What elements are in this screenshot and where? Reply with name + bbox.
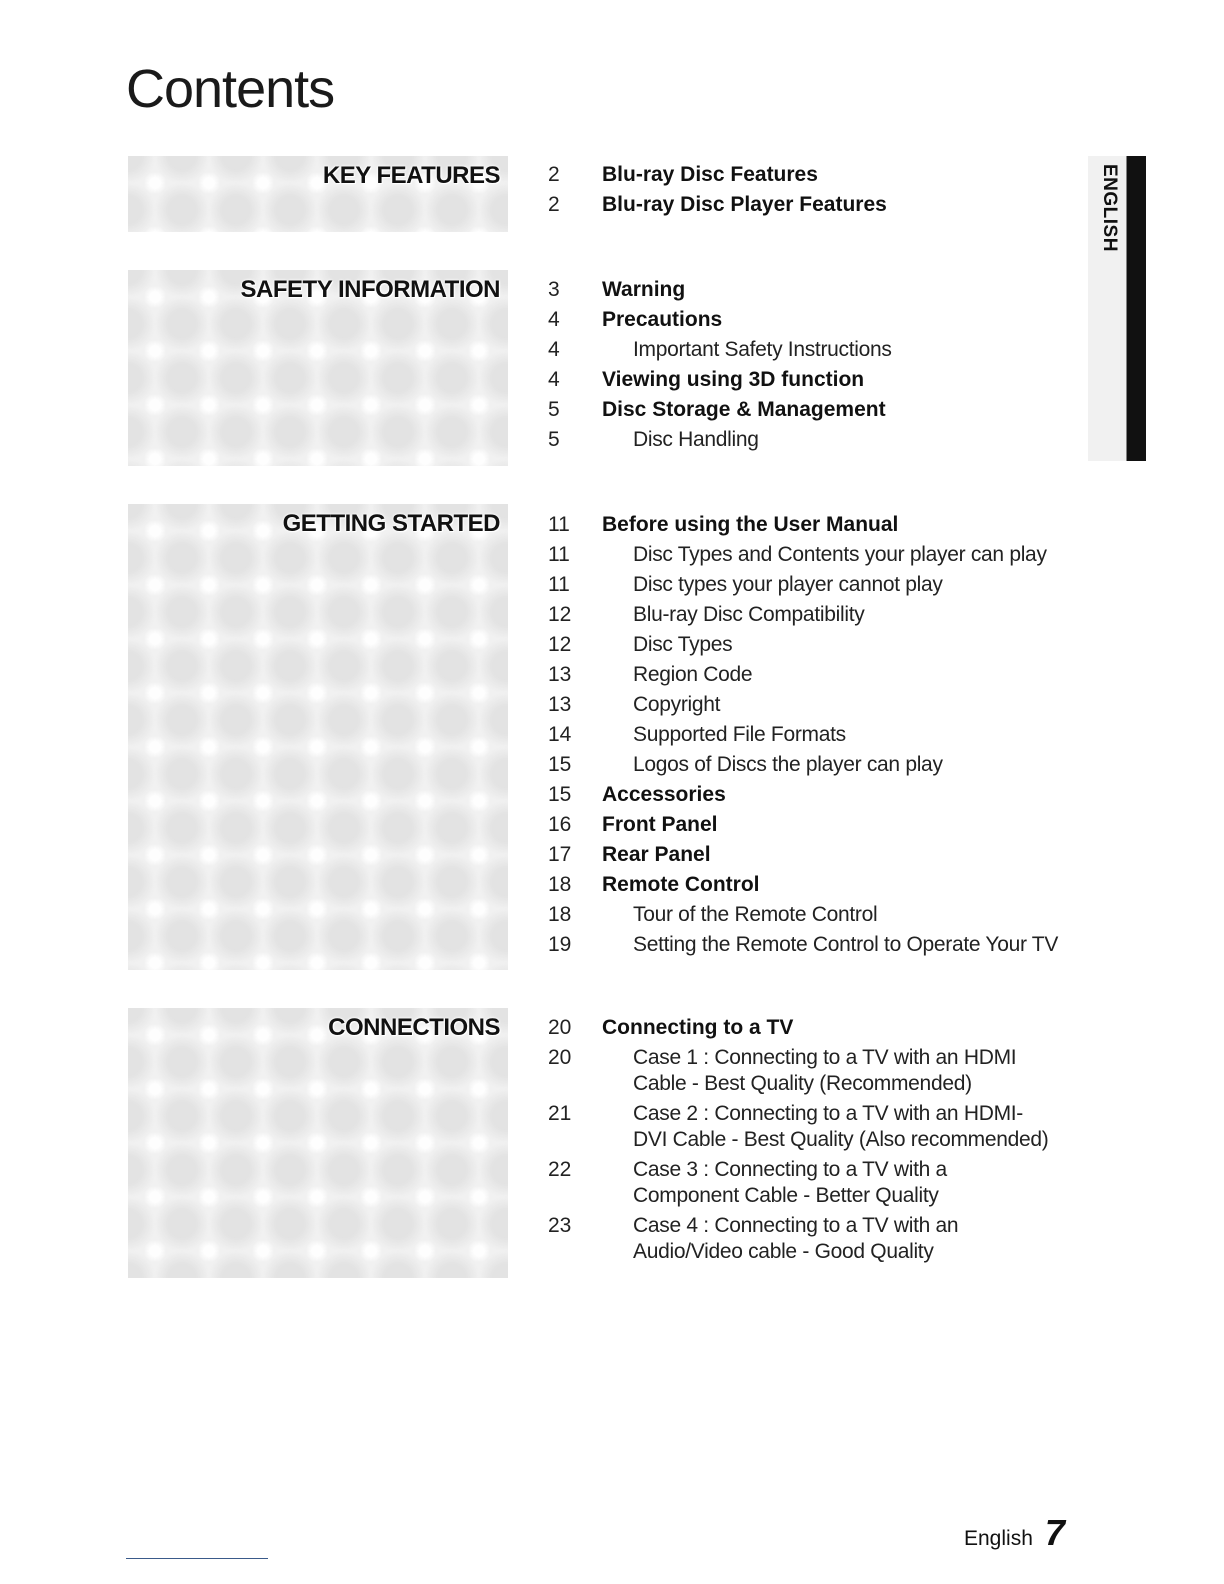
toc-entry[interactable] (0, 780, 726, 810)
toc-entry-title: Connecting to a TV (602, 1016, 794, 1039)
toc-entry-title: Accessories (602, 783, 726, 806)
toc-subentry-title: Case 1 : Connecting to a TV with an HDMI Cable - Best Quality (Recommended) (633, 1046, 1017, 1095)
page-title: Contents (126, 59, 335, 119)
toc-page-number: 14 (548, 723, 572, 746)
section-entries-getting-started (0, 510, 1059, 960)
section-entries-safety-information (0, 275, 892, 455)
section-heading: CONNECTIONS (328, 1014, 500, 1041)
toc-page-number: 13 (548, 693, 572, 716)
toc-subentry-title: Blu-ray Disc Compatibility (633, 603, 865, 626)
toc-subentry[interactable] (0, 1211, 959, 1267)
toc-page-number: 19 (548, 933, 572, 956)
section-entries-key-features (0, 160, 887, 220)
toc-page-number: 12 (548, 633, 572, 656)
toc-page-number: 2 (548, 163, 560, 186)
toc-subentry[interactable] (0, 900, 878, 930)
toc-page-number: 11 (548, 513, 570, 536)
toc-page-number: 11 (548, 573, 570, 596)
toc-page-number: 17 (548, 843, 572, 866)
toc-page-number: 22 (548, 1158, 572, 1181)
section-heading: KEY FEATURES (322, 162, 500, 189)
toc-subentry-title: Case 2 : Connecting to a TV with an HDMI-DVI Cable - Best Quality (Also recommended) (633, 1102, 1049, 1151)
toc-entry[interactable] (0, 395, 886, 425)
section-entries-connections (0, 1013, 1049, 1267)
toc-page-number: 2 (548, 193, 560, 216)
toc-entry[interactable] (0, 870, 760, 900)
toc-subentry-title: Important Safety Instructions (633, 338, 892, 361)
toc-page-number: 16 (548, 813, 572, 836)
toc-page-number: 11 (548, 543, 570, 566)
toc-subentry[interactable] (0, 570, 943, 600)
toc-page-number: 13 (548, 663, 572, 686)
toc-subentry[interactable] (0, 1155, 947, 1211)
toc-page-number: 21 (548, 1102, 572, 1125)
toc-entry-title: Warning (602, 278, 686, 301)
toc-subentry-title: Disc Types and Contents your player can play (633, 543, 1047, 566)
language-side-label-text: ENGLISH (1099, 164, 1120, 252)
toc-page-number: 20 (548, 1016, 572, 1039)
language-side-label (1096, 164, 1122, 274)
toc-page-number: 20 (548, 1046, 572, 1069)
toc-page-number: 23 (548, 1214, 572, 1237)
toc-entry-title: Precautions (602, 308, 723, 331)
toc-subentry[interactable] (0, 540, 1047, 570)
toc-entry-title: Blu-ray Disc Player Features (602, 193, 887, 216)
toc-subentry[interactable] (0, 660, 753, 690)
toc-subentry-title: Region Code (633, 663, 753, 686)
toc-subentry-title: Disc Handling (633, 428, 759, 451)
toc-entry[interactable] (0, 1013, 794, 1043)
toc-subentry-title: Logos of Discs the player can play (633, 753, 943, 776)
toc-entry[interactable] (0, 840, 711, 870)
toc-entry[interactable] (0, 365, 865, 395)
toc-subentry[interactable] (0, 1099, 1049, 1155)
toc-subentry[interactable] (0, 600, 865, 630)
footer-language: English (964, 1527, 1033, 1550)
toc-page-number: 4 (548, 338, 560, 361)
section-heading: SAFETY INFORMATION (240, 276, 500, 303)
toc-page-number: 5 (548, 398, 560, 421)
page-footer (964, 1512, 1065, 1554)
toc-entry[interactable] (0, 510, 899, 540)
toc-entry[interactable] (0, 275, 686, 305)
toc-page-number: 15 (548, 783, 572, 806)
footer-rule (126, 1558, 268, 1559)
toc-page-number: 12 (548, 603, 572, 626)
toc-subentry[interactable] (0, 690, 721, 720)
toc-subentry[interactable] (0, 720, 846, 750)
toc-subentry-title: Disc Types (633, 633, 733, 656)
footer-page-number: 7 (1044, 1512, 1065, 1553)
toc-subentry-title: Case 4 : Connecting to a TV with an Audio/Video cable - Good Quality (633, 1214, 959, 1263)
toc-page-number: 4 (548, 368, 560, 391)
toc-subentry-title: Disc types your player cannot play (633, 573, 943, 596)
toc-subentry[interactable] (0, 930, 1059, 960)
toc-entry-title: Rear Panel (602, 843, 711, 866)
toc-subentry-title: Setting the Remote Control to Operate Your TV (633, 933, 1059, 956)
toc-subentry[interactable] (0, 630, 733, 660)
toc-entry[interactable] (0, 810, 718, 840)
toc-subentry[interactable] (0, 750, 943, 780)
toc-entry[interactable] (0, 305, 723, 335)
toc-entry-title: Viewing using 3D function (602, 368, 865, 391)
toc-subentry-title: Case 3 : Connecting to a TV with a Component Cable - Better Quality (633, 1158, 947, 1207)
toc-entry-title: Before using the User Manual (602, 513, 899, 536)
toc-page-number: 18 (548, 873, 572, 896)
toc-page-number: 15 (548, 753, 572, 776)
toc-page-number: 4 (548, 308, 560, 331)
toc-page-number: 5 (548, 428, 560, 451)
toc-entry-title: Front Panel (602, 813, 718, 836)
toc-subentry[interactable] (0, 425, 759, 455)
toc-page-number: 18 (548, 903, 572, 926)
toc-page-number: 3 (548, 278, 560, 301)
toc-subentry-title: Copyright (633, 693, 721, 716)
toc-entry[interactable] (0, 190, 887, 220)
toc-entry[interactable] (0, 160, 818, 190)
toc-entry-title: Blu-ray Disc Features (602, 163, 818, 186)
toc-subentry[interactable] (0, 1043, 1017, 1099)
toc-subentry-title: Tour of the Remote Control (633, 903, 878, 926)
toc-subentry[interactable] (0, 335, 892, 365)
toc-entry-title: Remote Control (602, 873, 760, 896)
toc-subentry-title: Supported File Formats (633, 723, 846, 746)
section-heading: GETTING STARTED (282, 510, 500, 537)
toc-entry-title: Disc Storage & Management (602, 398, 886, 421)
